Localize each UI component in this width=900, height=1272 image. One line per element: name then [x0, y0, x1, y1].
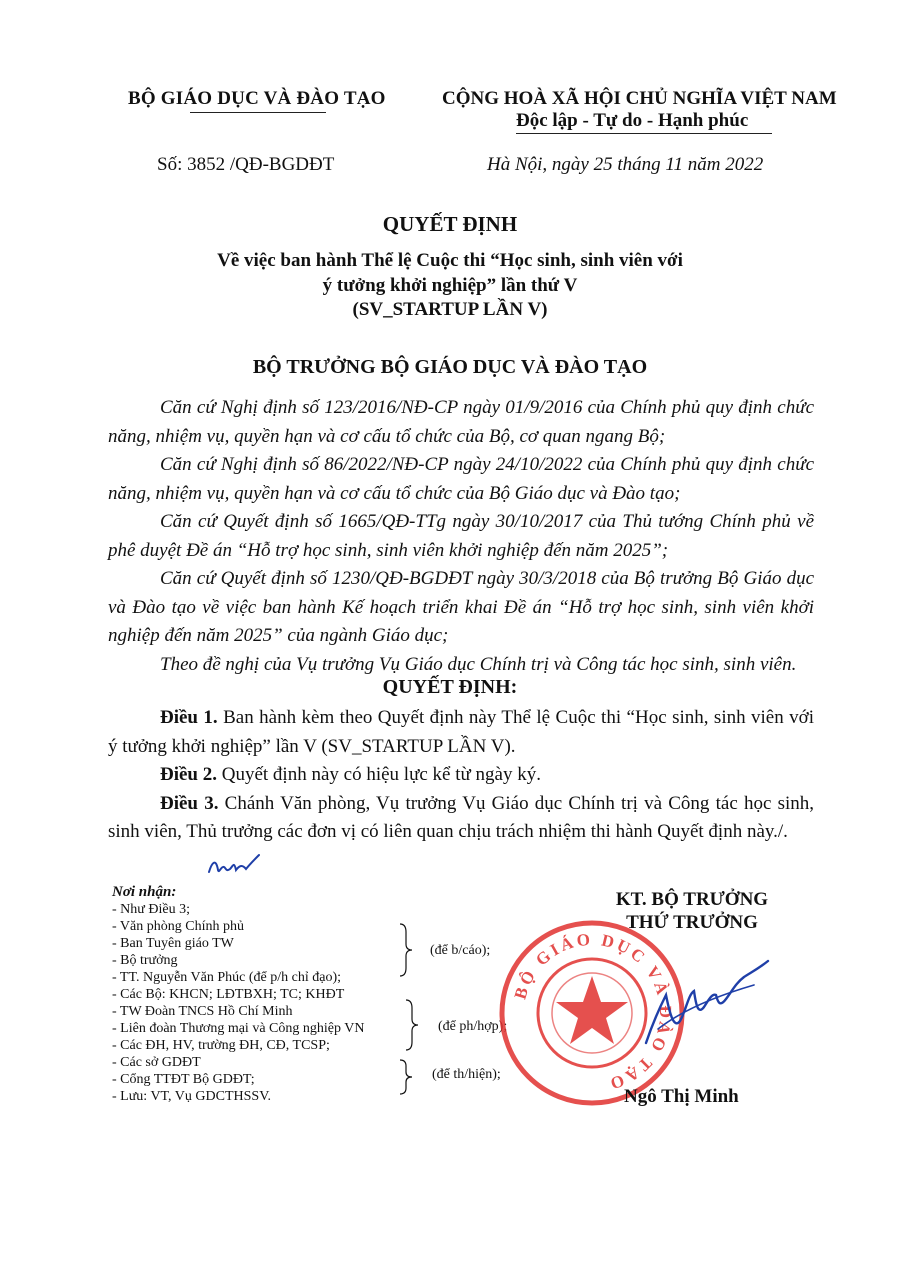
- subject-line-2: ý tưởng khởi nghiệp” lần thứ V: [322, 275, 578, 296]
- article-2-label: Điều 2.: [160, 764, 217, 785]
- signer-position: THỨ TRƯỞNG: [626, 912, 758, 933]
- recipient-item: - Cổng TTĐT Bộ GDĐT;: [112, 1072, 255, 1087]
- recipient-item: - Lưu: VT, Vụ GDCTHSSV.: [112, 1089, 272, 1104]
- signer-name: Ngô Thị Minh: [624, 1086, 739, 1107]
- national-motto: Độc lập - Tự do - Hạnh phúc: [516, 110, 749, 131]
- recipient-item: - TT. Nguyễn Văn Phúc (để p/h chỉ đạo);: [112, 970, 342, 985]
- brace-group-2: [404, 998, 420, 1052]
- article-2: [108, 761, 814, 790]
- agency-underline: [190, 112, 326, 113]
- recipient-item: - Như Điều 3;: [112, 902, 190, 917]
- recipient-item: - Liên đoàn Thương mại và Công nghiệp VN: [112, 1021, 365, 1036]
- legal-basis-5: Theo đề nghị của Vụ trưởng Vụ Giáo dục Chính trị và Công tác học sinh, sinh viên.: [160, 653, 797, 675]
- article-1-text: Ban hành kèm theo Quyết định này Thể lệ Cuộc thi “Học sinh, sinh viên với ý tưởng khởi nghiệp” lần V (SV_STARTUP LẦN V).: [108, 707, 814, 757]
- legal-basis-2: Căn cứ Nghị định số 86/2022/NĐ-CP ngày 24/10/2022 của Chính phủ quy định chức năng, nhiệm vụ, quyền hạn và cơ cấu tổ chức của Bộ Giáo dục và Đào tạo;: [108, 454, 814, 504]
- handwritten-signature: [636, 955, 776, 1055]
- decision-heading: QUYẾT ĐỊNH:: [382, 676, 518, 698]
- national-title: CỘNG HOÀ XÃ HỘI CHỦ NGHĨA VIỆT NAM: [442, 88, 837, 109]
- place-and-date: Hà Nội, ngày 25 tháng 11 năm 2022: [487, 154, 764, 175]
- issuing-authority: BỘ TRƯỞNG BỘ GIÁO DỤC VÀ ĐÀO TẠO: [252, 356, 648, 378]
- motto-underline: [516, 133, 772, 134]
- article-2-text: Quyết định này có hiệu lực kể từ ngày ký.: [217, 764, 541, 785]
- recipient-item: - Các Bộ: KHCN; LĐTBXH; TC; KHĐT: [112, 987, 345, 1002]
- articles: [108, 704, 814, 847]
- subject-line-1: Về việc ban hành Thể lệ Cuộc thi “Học sinh, sinh viên với: [217, 250, 683, 271]
- article-3-label: Điều 3.: [160, 792, 219, 814]
- recipients-block: [112, 884, 364, 1105]
- recipients-title: Nơi nhận:: [112, 884, 177, 900]
- recipient-item: - TW Đoàn TNCS Hồ Chí Minh: [112, 1004, 293, 1019]
- recipient-item: - Văn phòng Chính phủ: [112, 919, 244, 934]
- legal-basis-1: Căn cứ Nghị định số 123/2016/NĐ-CP ngày 01/9/2016 của Chính phủ quy định chức năng, nhiệm vụ, quyền hạn và cơ cấu tổ chức của Bộ, cơ quan ngang Bộ;: [108, 397, 814, 447]
- signer-authority: KT. BỘ TRƯỞNG: [615, 889, 769, 910]
- document-number: Số: 3852 /QĐ-BGDĐT: [157, 154, 335, 175]
- subject-line-3: (SV_STARTUP LẦN V): [352, 299, 548, 320]
- article-3-text: Chánh Văn phòng, Vụ trưởng Vụ Giáo dục Chính trị và Công tác học sinh, sinh viên, Thủ trưởng các đơn vị có liên quan chịu trách nhiệm thi hành Quyết định này./.: [108, 792, 815, 842]
- recipient-item: - Ban Tuyên giáo TW: [112, 936, 234, 951]
- legal-basis-3: Căn cứ Quyết định số 1665/QĐ-TTg ngày 30/10/2017 của Thủ tướng Chính phủ về phê duyệt Đề án “Hỗ trợ học sinh, sinh viên khởi nghiệp đến năm 2025”;: [108, 511, 814, 561]
- note-report: (để b/cáo);: [430, 943, 491, 958]
- article-3: [108, 790, 814, 847]
- document-title: QUYẾT ĐỊNH: [382, 212, 518, 236]
- brace-group-1: [398, 922, 414, 978]
- article-1-label: Điều 1.: [160, 707, 218, 728]
- recipient-item: - Bộ trưởng: [112, 953, 178, 968]
- note-coordinate: (để ph/hợp);: [438, 1019, 508, 1034]
- svg-text:BỘ GIÁO DỤC VÀ ĐÀO TẠO: BỘ GIÁO DỤC VÀ ĐÀO TẠO: [510, 929, 676, 1095]
- initials-mark: [206, 852, 262, 878]
- legal-basis-4: Căn cứ Quyết định số 1230/QĐ-BGDĐT ngày 30/3/2018 của Bộ trưởng Bộ Giáo dục và Đào tạo về việc ban hành Kế hoạch triển khai Đề án “Hỗ trợ học sinh, sinh viên khởi nghiệp đến năm 2025” của ngành Giáo dục;: [108, 568, 814, 646]
- note-implement: (để th/hiện);: [432, 1067, 501, 1082]
- recipient-item: - Các sở GDĐT: [112, 1055, 201, 1070]
- issuing-agency: BỘ GIÁO DỤC VÀ ĐÀO TẠO: [128, 88, 386, 109]
- recipient-item: - Các ĐH, HV, trường ĐH, CĐ, TCSP;: [112, 1038, 330, 1053]
- brace-group-3: [398, 1058, 414, 1096]
- legal-bases: [108, 394, 814, 679]
- article-1: [108, 704, 814, 761]
